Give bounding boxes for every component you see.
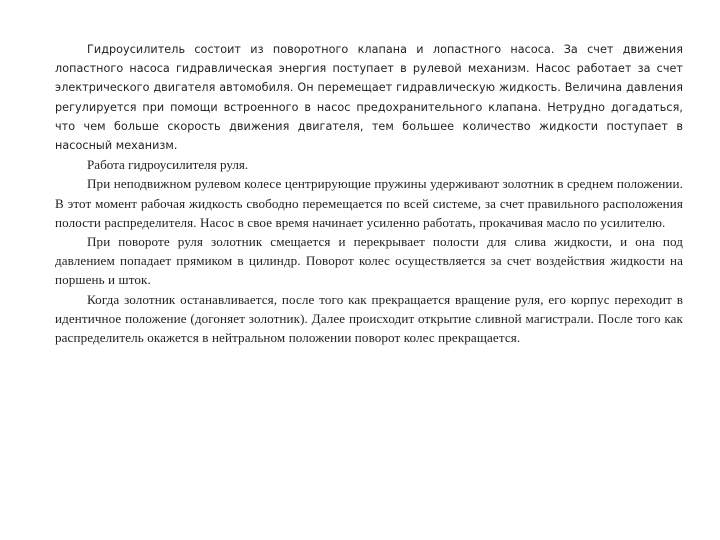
paragraph-turning: При повороте руля золотник смещается и перекрывает полости для слива жидкости, и она под давлением попадает прямиком в цилиндр. Поворот колес осуществляется за счет воздействия жидкости на поршень и шток. bbox=[55, 234, 683, 288]
section-heading: Работа гидроусилителя руля. bbox=[87, 157, 249, 173]
paragraph-intro: Гидроусилитель состоит из поворотного клапана и лопастного насоса. За счет движения лопастного насоса гидравлическая энергия поступает в рулевой механизм. Насос работает за счет электрического двигателя автомобиля. Он перемещает гидравлическую жидкость. Величина давления регулируется при помощи встроенного в насос предохранительного клапана. Нетрудно догадаться, что чем больше скорость движения двигателя, тем большее количество жидкости поступает в насосный механизм. bbox=[55, 43, 683, 153]
paragraph-neutral-position: При неподвижном рулевом колесе центрирующие пружины удерживают золотник в среднем положении. В этот момент рабочая жидкость свободно перемещается по всей системе, за счет правильного расположения полости распределителя. Насос в свое время начинает усиленно работать, прокачивая масло по усилителю. bbox=[55, 176, 683, 230]
paragraph-stopping: Когда золотник останавливается, после того как прекращается вращение руля, его корпус переходит в идентичное положение (догоняет золотник). Далее происходит открытие сливной магистрали. После того как распределитель окажется в нейтральном положении поворот колес прекращается. bbox=[55, 291, 683, 346]
document-page bbox=[55, 40, 683, 347]
